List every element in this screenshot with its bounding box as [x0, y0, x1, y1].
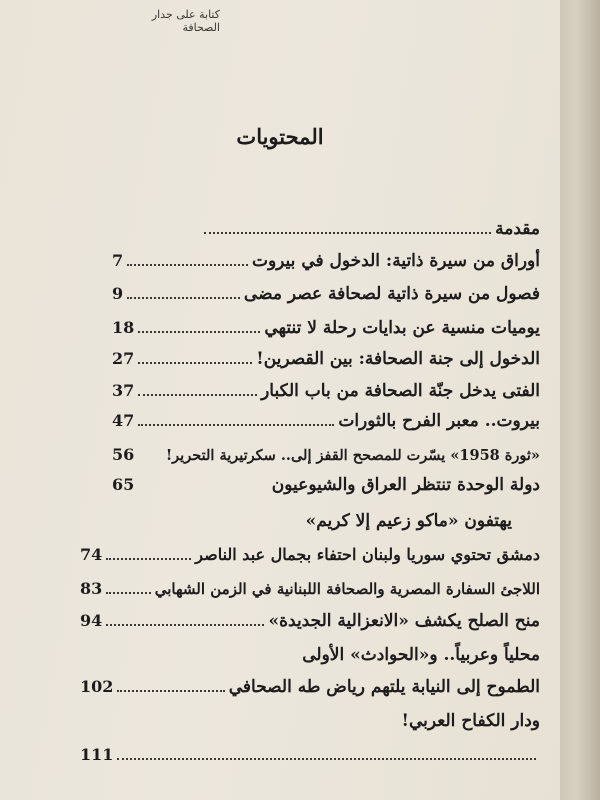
- toc-entry: [200, 214, 540, 244]
- toc-entry-page: 74: [80, 545, 103, 564]
- toc-entry-title: دمشق تحتوي سوريا ولبنان احتفاء بجمال عبد الناصر: [195, 545, 540, 564]
- toc-entry-title: «ثورة 1958» يسّرت للمصحح القفز إلى.. سكرتيرية التحرير!: [165, 447, 540, 464]
- toc-entry: [112, 506, 512, 536]
- dot-leader: [138, 424, 334, 426]
- toc-entry-page: 27: [112, 349, 135, 368]
- toc-entry-title: يوميات منسية عن بدايات رحلة لا تنتهي: [264, 318, 540, 338]
- dot-leader: [127, 297, 240, 299]
- toc-entry-title: الدخول إلى جنة الصحافة: بين القصرين!: [256, 349, 540, 369]
- dot-leader: [138, 394, 257, 396]
- toc-entry-title: اللاجئ السفارة المصرية والصحافة اللبنانية في الزمن الشهابي: [154, 580, 540, 598]
- dot-leader: [127, 264, 248, 266]
- dot-leader: [106, 592, 150, 594]
- toc-entry: [80, 540, 540, 570]
- toc-entry: [112, 313, 540, 343]
- toc-entry-page: 37: [112, 381, 135, 400]
- toc-entry-title: منح الصلح يكشف «الانعزالية الجديدة»: [268, 611, 540, 631]
- toc-entry: [80, 640, 540, 670]
- toc-entry: [112, 470, 540, 500]
- running-head: كتابة على جدار الصحافة: [151, 8, 220, 34]
- toc-entry-title: مقدمة: [495, 219, 540, 239]
- toc-entry: [112, 440, 540, 470]
- toc-entry-page: 9: [112, 284, 124, 303]
- dot-leader: [138, 362, 252, 364]
- toc-entry-page: 83: [80, 579, 103, 598]
- page-title: المحتويات: [236, 124, 324, 149]
- toc-entry: [112, 246, 540, 276]
- dot-leader: [138, 331, 260, 333]
- toc-entry-page: 18: [112, 318, 135, 337]
- toc-entry-page: 111: [80, 745, 114, 764]
- toc-entry: [80, 606, 540, 636]
- toc-entry: [112, 279, 540, 309]
- toc-entry: [112, 344, 540, 374]
- toc-entry-title: الفتى يدخل جنّة الصحافة من باب الكبار: [261, 381, 540, 401]
- dot-leader: [106, 558, 191, 560]
- toc-entry-page: 56: [112, 445, 135, 464]
- toc-entry: [80, 706, 540, 736]
- toc-entry-page: 65: [112, 475, 135, 494]
- toc-entry-title: ودار الكفاح العربي!: [401, 711, 540, 731]
- toc-entry: [80, 740, 540, 770]
- toc-entry-title: الطموح إلى النيابة يلتهم رياض طه الصحافي: [228, 677, 540, 697]
- dot-leader: [117, 690, 224, 692]
- toc-entry-page: 102: [80, 677, 114, 696]
- dot-leader: [117, 758, 536, 760]
- toc-entry: [80, 574, 540, 604]
- facing-page-edge: [560, 0, 600, 800]
- toc-entry-page: 7: [112, 251, 124, 270]
- toc-entry-page: 94: [80, 611, 103, 630]
- dot-leader: [106, 624, 264, 626]
- dot-leader: [204, 232, 491, 234]
- toc-entry-title: فصول من سيرة ذاتية لصحافة عصر مضى: [243, 284, 540, 304]
- toc-entry-title: أوراق من سيرة ذاتية: الدخول في بيروت: [251, 251, 540, 271]
- toc-entry-title: محلياً وعربياً.. و«الحوادث» الأولى: [302, 645, 540, 665]
- toc-entry-page: 47: [112, 411, 135, 430]
- toc-entry: [80, 672, 540, 702]
- toc-entry-title: يهتفون «ماكو زعيم إلا كريم»: [305, 511, 512, 531]
- toc-entry-title: بيروت.. معبر الفرح بالثورات: [338, 411, 540, 431]
- toc-entry-title: دولة الوحدة تنتظر العراق والشيوعيون: [271, 475, 540, 495]
- toc-entry: [112, 376, 540, 406]
- toc-entry: [112, 406, 540, 436]
